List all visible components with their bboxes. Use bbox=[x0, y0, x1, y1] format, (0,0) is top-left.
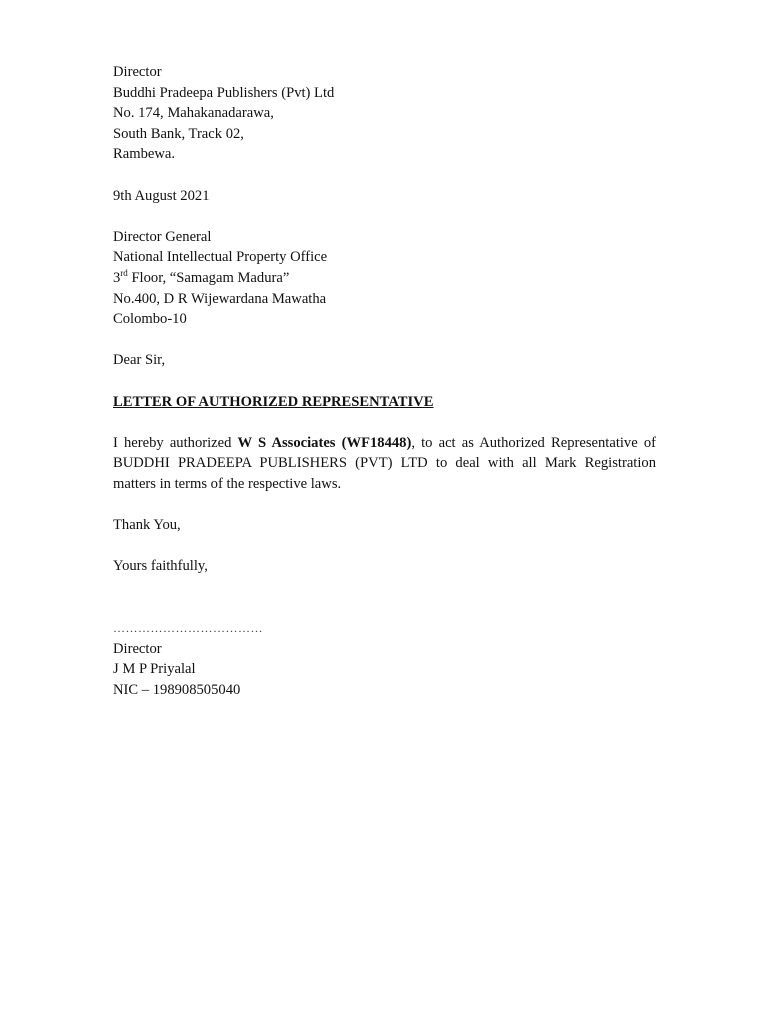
signatory-name: J M P Priyalal bbox=[113, 661, 196, 678]
recipient-title: Director General bbox=[113, 228, 212, 245]
recipient-city: Colombo-10 bbox=[113, 311, 187, 328]
sender-title: Director bbox=[113, 64, 162, 80]
recipient-block bbox=[113, 227, 656, 330]
recipient-street: No.400, D R Wijewardana Mawatha bbox=[113, 290, 327, 307]
sender-address-line-1: No. 174, Mahakanadarawa, bbox=[113, 105, 274, 122]
thanks-line: Thank You, bbox=[113, 517, 181, 534]
letter-subject: LETTER OF AUTHORIZED REPRESENTATIVE bbox=[113, 393, 434, 410]
representative-name: W S Associates (WF18448) bbox=[237, 434, 412, 451]
signature-line: ……………………………… bbox=[113, 621, 263, 636]
closing-line: Yours faithfully, bbox=[113, 558, 208, 575]
letter-date: 9th August 2021 bbox=[113, 187, 210, 204]
letter-body: I hereby authorized W S Associates (WF18448), to act as Authorized Representative of BUDDHI PRADEEPA PUBLISHERS (PVT) LTD to deal with all Mark Registration matters in terms of the respective laws. bbox=[113, 434, 656, 492]
signatory-nic: NIC – 198908505040 bbox=[113, 681, 241, 698]
recipient-office: National Intellectual Property Office bbox=[113, 249, 328, 266]
salutation: Dear Sir, bbox=[113, 352, 166, 369]
signature-block bbox=[113, 618, 656, 700]
signatory-title: Director bbox=[113, 640, 162, 657]
sender-address-line-2: South Bank, Track 02, bbox=[113, 125, 244, 142]
recipient-floor: 3rd Floor, “Samagam Madura” bbox=[113, 267, 290, 286]
sender-company: Buddhi Pradeepa Publishers (Pvt) Ltd bbox=[113, 84, 335, 101]
sender-city: Rambewa. bbox=[113, 146, 176, 163]
sender-block bbox=[113, 62, 656, 165]
